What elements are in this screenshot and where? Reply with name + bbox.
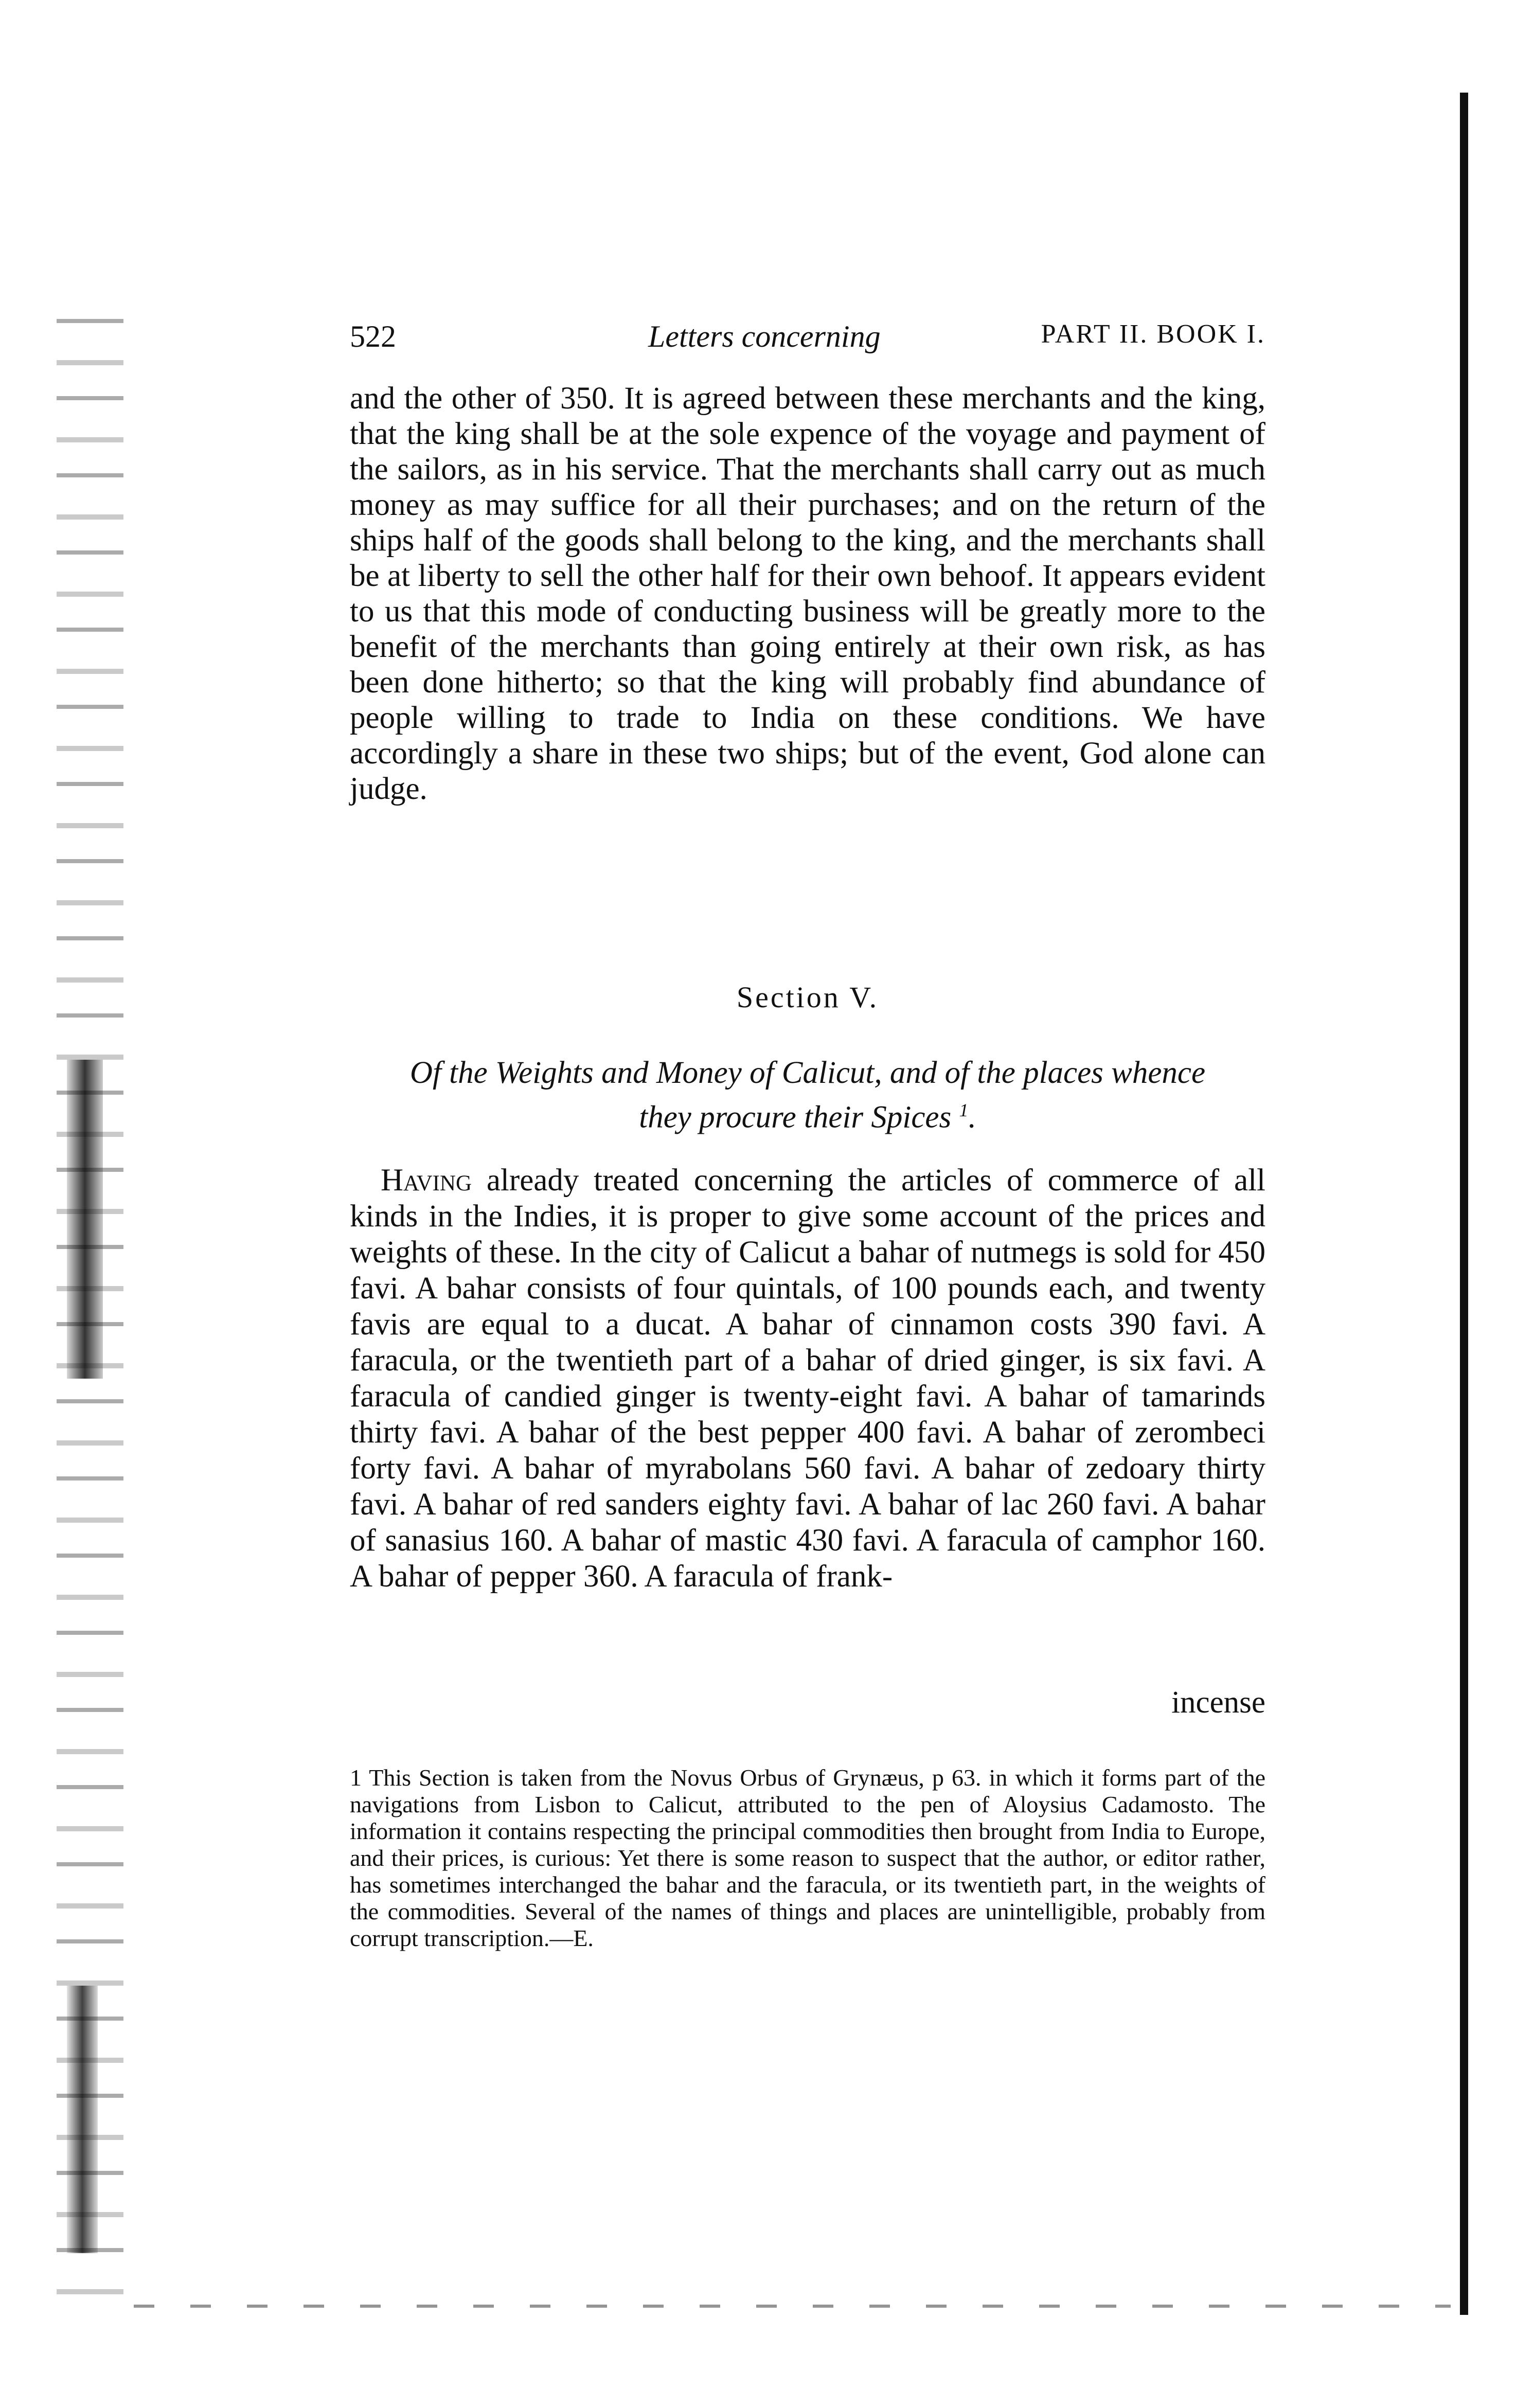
lead-word: Having <box>381 1163 472 1198</box>
footnote: 1 This Section is taken from the Novus Orbus of Grynæus, p 63. in which it forms part of the navigations from Lisbon to Calicut, attributed to the pen of Aloysius Cadamosto. The information it contains respecting the principal commodities then brought from India to Europe, and their prices, is curious: Yet there is some reason to suspect that the author, or editor rather, has sometimes interchanged the bahar and the faracula, or its twentieth part, in the weights of the commodities. Several of the names of things and places are unintelligible, probably from corrupt transcription.—E. <box>350 1764 1265 1951</box>
section-subtitle-line-2-text: they procure their Spices <box>639 1100 952 1135</box>
scan-shadow-left <box>67 1060 103 1379</box>
continued-paragraph: and the other of 350. It is agreed between these merchants and the king, that the king shall be at the sole expence of the voyage and payment of the sailors, as in his service. That the merchants shall carry out as much money as may suffice for all their purchases; and on the return of the ships half of the goods shall belong to the king, and the merchants shall be at liberty to sell the other half for their own behoof. It appears evident to us that this mode of conducting business will be greatly more to the benefit of the merchants than going entirely at their own risk, as has been done hitherto; so that the king will probably find abundance of people willing to trade to India on these conditions. We have accordingly a share in these two ships; but of the event, God alone can judge. <box>350 381 1265 806</box>
scan-edge-bottom <box>134 2305 1451 2308</box>
section-subtitle-line-1: Of the Weights and Money of Calicut, and of the places whence <box>409 1056 1206 1090</box>
running-title: Letters concerning <box>648 319 881 353</box>
footnote-reference: 1 <box>959 1100 969 1120</box>
section-subtitle-line-2: they procure their Spices $^1$. <box>639 1100 976 1135</box>
scan-edge-right <box>1460 93 1468 2315</box>
section-subtitle <box>350 1055 1265 1136</box>
catchword: incense <box>1171 1685 1265 1720</box>
section-heading: Section V. <box>736 980 879 1014</box>
page-header <box>350 319 1265 355</box>
scan-shadow-left-lower <box>67 1986 98 2253</box>
section-paragraph <box>350 1163 1265 1595</box>
section-paragraph-text: already treated concerning the articles of commerce of all kinds in the Indies, it is proper to give some account of the prices and weights of these. In the city of Calicut a bahar of nutmegs is sold for 450 favi. A bahar consists of four quintals, of 100 pounds each, and twenty favis are equal to a ducat. A bahar of cinnamon costs 390 favi. A faracula, or the twentieth part of a bahar of dried ginger, is six favi. A faracula of candied ginger is twenty-eight favi. A bahar of tamarinds thirty favi. A bahar of the best pepper 400 favi. A bahar of zerombeci forty favi. A bahar of myrabolans 560 favi. A bahar of zedoary thirty favi. A bahar of red sanders eighty favi. A bahar of lac 260 favi. A bahar of sanasius 160. A bahar of mastic 430 favi. A faracula of camphor 160. A bahar of pepper 360. A faracula of frank- <box>350 1163 1265 1594</box>
part-book-label: PART II. BOOK I. <box>1041 319 1265 349</box>
page-number: 522 <box>350 319 396 353</box>
